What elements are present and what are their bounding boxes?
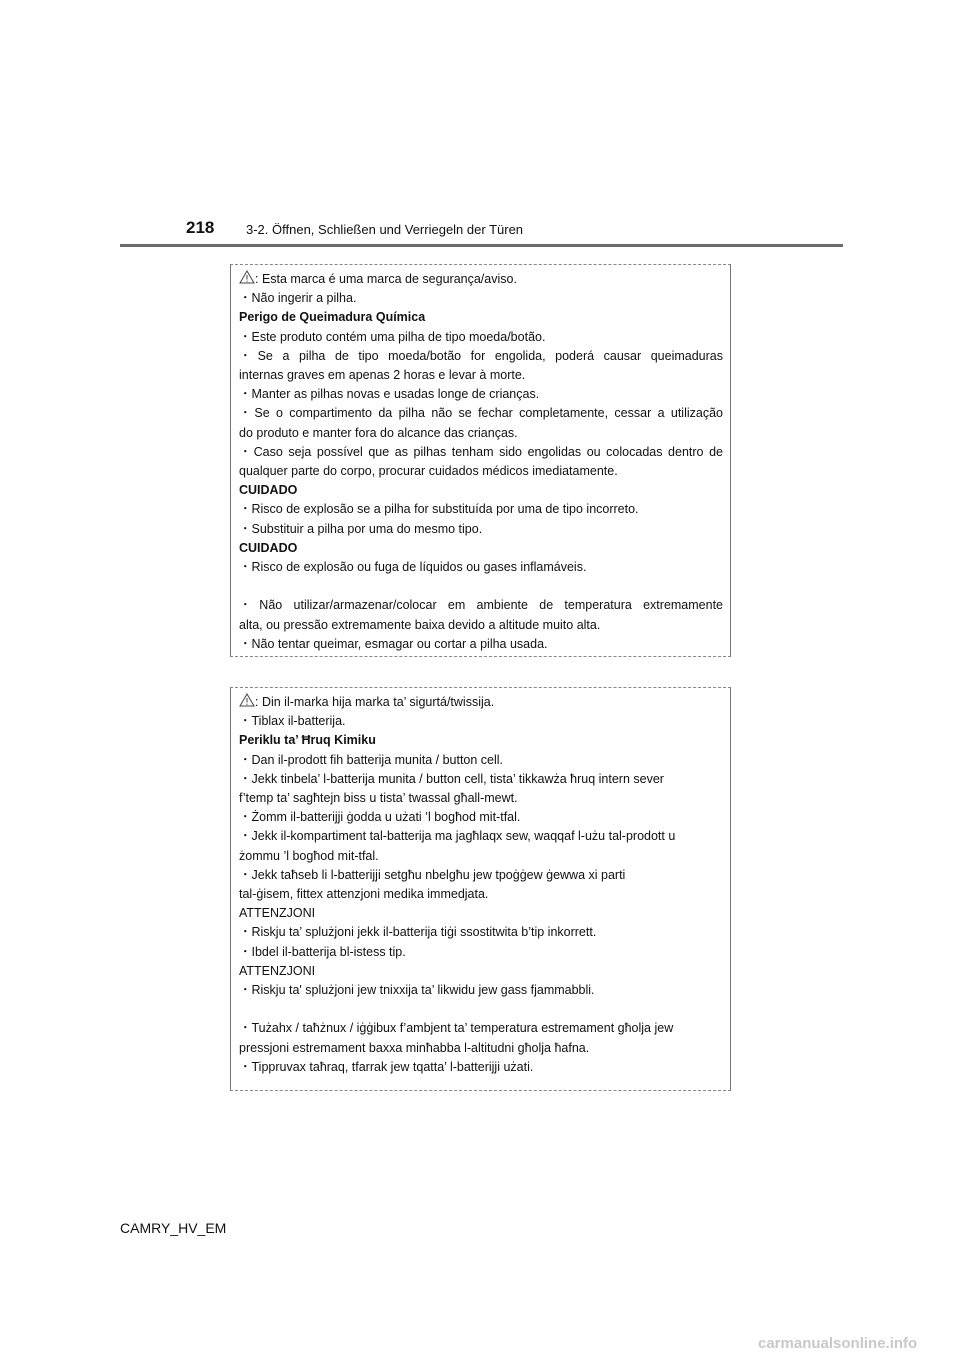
blank-line (239, 1000, 723, 1019)
warning-box-portuguese (230, 264, 731, 657)
warning-line: ・Se o compartimento da pilha não se fechar completamente, cessar a utilização (239, 406, 723, 421)
warning-line: ・Tiblax il-batterija. (239, 714, 346, 729)
warning-line: żommu ’l bogħod mit-tfal. (239, 848, 379, 863)
watermark: carmanualsonline.info (758, 1335, 918, 1352)
warning-line: ・Risco de explosão ou fuga de líquidos ou gases inflamáveis. (239, 560, 587, 575)
warning-line: do produto e manter fora do alcance das crianças. (239, 425, 518, 440)
caution-heading: ATTENZJONI (239, 906, 316, 921)
warning-line: ・Manter as pilhas novas e usadas longe de crianças. (239, 387, 540, 402)
warning-box-maltese (230, 687, 731, 1091)
header-rule (120, 244, 843, 247)
warning-line: pressjoni estremament baxxa minħabba l-altitudni għolja ħafna. (239, 1040, 590, 1055)
warning-line: ・Tippruvax taħraq, tfarrak jew tqatta’ l-batterijji użati. (239, 1059, 534, 1074)
warning-line: ・Riskju ta’ splużjoni jekk il-batterija tiġi ssostitwita b’tip inkorrett. (239, 925, 597, 940)
warning-line: ・Não utilizar/armazenar/colocar em ambiente de temperatura extremamente (239, 598, 723, 613)
warning-intro: : Din il-marka hija marka ta’ sigurtá/twissija. (239, 693, 723, 712)
warning-line: qualquer parte do corpo, procurar cuidados médicos imediatamente. (239, 464, 618, 479)
section-title: 3-2. Öffnen, Schließen und Verriegeln der Türen (246, 222, 524, 237)
caution-heading: CUIDADO (239, 540, 298, 555)
warning-line: ・Tużahx / taħżnux / iġġibux f’ambjent ta’ temperatura estremament għolja jew (239, 1021, 674, 1036)
warning-line: ・Jekk tinbela’ l-batterija munita / button cell, tista’ tikkawża ħruq intern sever (239, 771, 664, 786)
warning-heading: Periklu ta’ Ħruq Kimiku (239, 733, 376, 748)
warning-line: ・Se a pilha de tipo moeda/botão for engolida, poderá causar queimaduras (239, 348, 723, 363)
warning-line: ・Não ingerir a pilha. (239, 291, 357, 306)
warning-line: ・Jekk taħseb li l-batterijji setgħu nbelgħu jew tpoġġew ġewwa xi parti (239, 867, 626, 882)
warning-line: ・Żomm il-batterijji ġodda u użati ’l bogħod mit-tfal. (239, 810, 521, 825)
warning-line: internas graves em apenas 2 horas e levar à morte. (239, 368, 526, 383)
warning-line: ・Este produto contém uma pilha de tipo moeda/botão. (239, 329, 546, 344)
warning-line: ・Ibdel il-batterija bl-istess tip. (239, 944, 406, 959)
caution-heading: CUIDADO (239, 483, 298, 498)
warning-line: ・Jekk il-kompartiment tal-batterija ma jagħlaqx sew, waqqaf l-użu tal-prodott u (239, 829, 676, 844)
warning-line: ・Risco de explosão se a pilha for substituída por uma de tipo incorreto. (239, 502, 639, 517)
warning-line: tal-ġisem, fittex attenzjoni medika immedjata. (239, 887, 489, 902)
warning-line: alta, ou pressão extremamente baixa devido a altitude muito alta. (239, 617, 601, 632)
caution-heading: ATTENZJONI (239, 963, 316, 978)
warning-line: ・Dan il-prodott fih batterija munita / button cell. (239, 752, 504, 767)
warning-line: ・Riskju ta' splużjoni jew tnixxija ta’ likwidu jew gass fjammabbli. (239, 983, 595, 998)
model-code: CAMRY_HV_EM (120, 1220, 227, 1236)
warning-line: ・Não tentar queimar, esmagar ou cortar a pilha usada. (239, 636, 548, 651)
warning-intro: : Esta marca é uma marca de segurança/aviso. (239, 270, 723, 289)
warning-triangle-icon (239, 270, 255, 284)
warning-line: ・Caso seja possível que as pilhas tenham sido engolidas ou colocadas dentro de (239, 444, 723, 459)
warning-triangle-icon (239, 693, 255, 707)
page-number: 218 (186, 218, 215, 237)
warning-line: ・Substituir a pilha por uma do mesmo tipo. (239, 521, 483, 536)
warning-line: f’temp ta’ sagħtejn biss u tista’ twassal għall-mewt. (239, 791, 518, 806)
blank-line (239, 577, 723, 596)
warning-heading: Perigo de Queimadura Química (239, 310, 426, 325)
